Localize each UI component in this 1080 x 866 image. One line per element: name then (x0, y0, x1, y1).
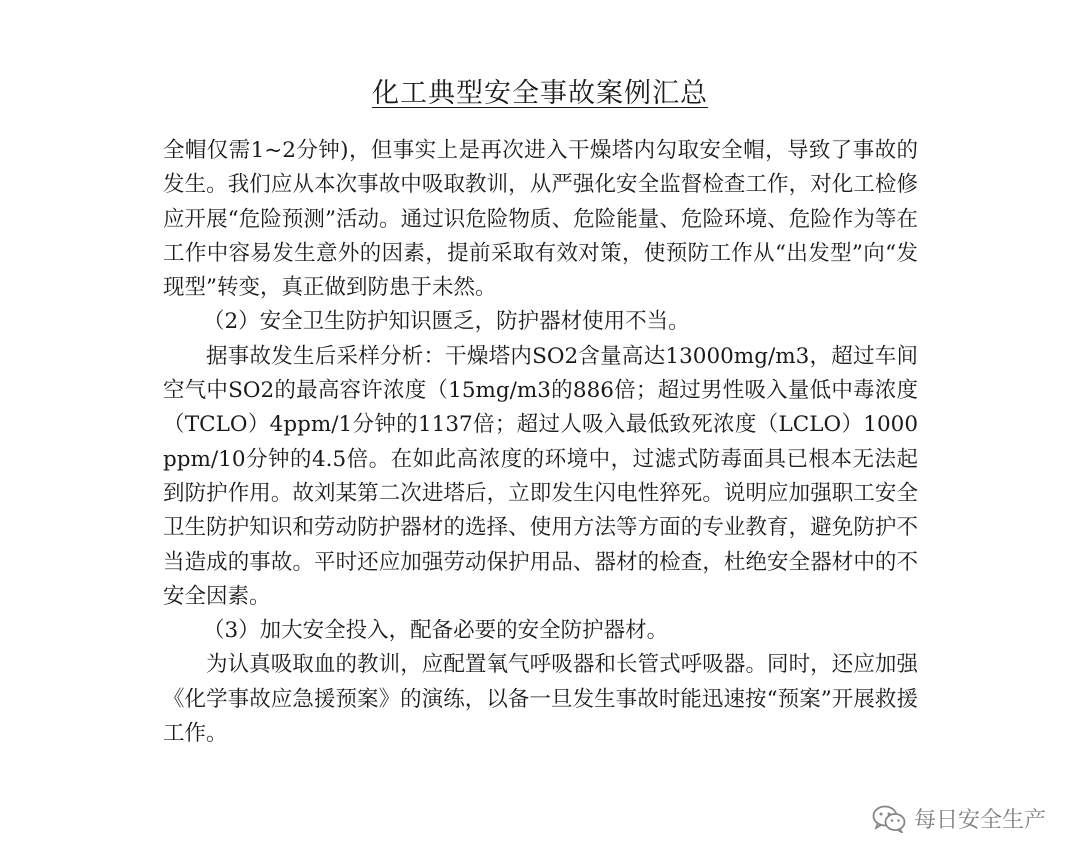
watermark-text: 每日安全生产 (913, 808, 1046, 833)
paragraph-intro: 全帽仅需1~2分钟)，但事实上是再次进入干燥塔内勾取安全帽，导致了事故的发生。我们应从本次事故中吸取教训，从严强化安全监督检查工作，对化工检修应开展“危险预测”活动。通过识危险物质、危险能量、危险环境、危险作为等在工作中容易发生意外的因素，提前采取有效对策，使预防工作从“出发型”向“发现型”转变，真正做到防患于未然。 (163, 138, 918, 301)
paragraph-analysis: 据事故发生后采样分析：干燥塔内SO2含量高达13000mg/m3，超过车间空气中SO2的最高容许浓度（15mg/m3的886倍；超过男性吸入量低中毒浓度（TCLO）4ppm/1分钟的1137倍；超过人吸入最低致死浓度（LCLO）1000ppm/10分钟的4.5倍。在如此高浓度的环境中，过滤式防毒面具已根本无法起到防护作用。故刘某第二次进塔后，立即发生闪电性猝死。说明应加强职工安全卫生防护知识和劳动防护器材的选择、使用方法等方面的专业教育，避免防护不当造成的事故。平时还应加强劳动保护用品、器材的检查，杜绝安全器材中的不安全因素。 (163, 343, 918, 609)
paragraph-conclusion: 为认真吸取血的教训，应配置氧气呼吸器和长管式呼吸器。同时，还应加强《化学事故应急援预案》的演练，以备一旦发生事故时能迅速按“预案”开展救援工作。 (163, 652, 918, 747)
wechat-icon (872, 805, 906, 833)
document-body (163, 134, 918, 751)
document-title: 化工典型安全事故案例汇总 (372, 78, 708, 109)
paragraph-heading-2: （2）安全卫生防护知识匮乏，防护器材使用不当。 (203, 309, 690, 335)
watermark (872, 803, 1046, 834)
paragraph-heading-3: （3）加大安全投入，配备必要的安全防护器材。 (203, 618, 669, 644)
